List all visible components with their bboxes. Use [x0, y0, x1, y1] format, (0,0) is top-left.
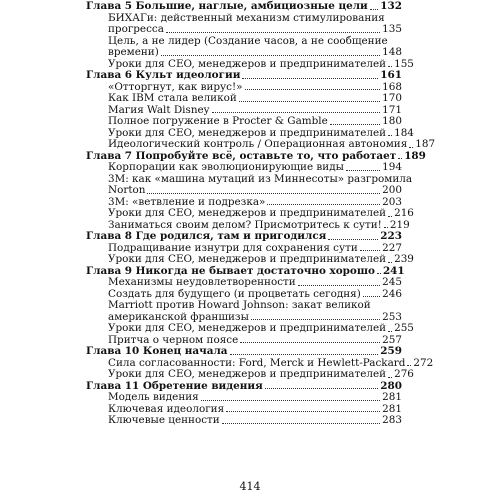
toc-entry-title: Цель, а не лидер (Создание часов, а не сообщение	[108, 34, 388, 47]
toc-page-number: 246	[382, 287, 402, 300]
toc-entry-title: Подращивание изнутри для сохранения сути	[108, 241, 358, 254]
toc-entry-title: Создать для будущего (и процветать сегодня)	[108, 287, 361, 300]
toc-entry-title: Глава 11 Обретение видения	[86, 379, 263, 392]
dot-leader	[240, 342, 380, 343]
toc-entry-title: Глава 10 Конец начала	[86, 345, 228, 357]
toc-page-number: 281	[382, 402, 402, 415]
dot-leader	[377, 273, 381, 274]
toc-page-number: 280	[380, 379, 402, 392]
toc-entry-title: БИХАГи: действенный механизм стимулирования	[108, 11, 385, 24]
toc-entry-title: Полное погружение в Procter & Gamble	[108, 115, 328, 127]
toc-entry-title: Как IBM стала великой	[108, 92, 237, 104]
dot-leader	[384, 227, 388, 228]
toc-section-entry	[86, 138, 436, 151]
toc-chapter-entry	[86, 70, 402, 82]
dot-leader	[298, 285, 380, 286]
toc-entry-title: Сила согласованности: Ford, Merck и Hewlett-Packard	[108, 356, 406, 369]
dot-leader	[201, 400, 380, 401]
toc-chapter-entry	[86, 1, 402, 13]
dot-leader	[245, 89, 381, 90]
dot-leader	[409, 147, 413, 148]
dot-leader	[161, 55, 380, 56]
dot-leader	[370, 9, 379, 10]
toc-page-number: 253	[382, 310, 402, 323]
toc-section-entry	[86, 322, 414, 335]
toc-entry-title: Глава 9 Никогда не бывает достаточно хорошо	[86, 264, 375, 277]
toc-entry-title: Корпорации как эволюционирующие виды	[108, 161, 344, 173]
dot-leader	[388, 331, 392, 332]
toc-page-number: 241	[382, 264, 405, 277]
toc-page-number: 168	[382, 80, 402, 93]
toc-entry-title: Уроки для CEO, менеджеров и предпринимателей	[108, 207, 387, 219]
page-number: 414	[239, 480, 261, 493]
toc-entry-title: Norton	[108, 184, 146, 196]
dot-leader	[267, 204, 380, 205]
toc-section-entry	[86, 93, 402, 105]
dot-leader	[388, 135, 392, 136]
toc-page-number: 255	[394, 322, 414, 334]
toc-entry-title: Глава 5 Большие, наглые, амбициозные цели	[86, 0, 368, 12]
toc-page-number: 276	[394, 368, 414, 380]
toc-entry-title: Глава 7 Попробуйте всё, оставьте то, что работает	[86, 149, 397, 162]
toc-page-number: 257	[382, 333, 402, 346]
toc-page-number: 135	[382, 23, 402, 35]
dot-leader	[328, 239, 378, 240]
toc-page-number: 171	[382, 103, 402, 116]
toc-section-entry	[86, 116, 402, 128]
toc-chapter-entry	[86, 346, 402, 358]
dot-leader	[346, 170, 380, 171]
toc-section-entry	[86, 392, 402, 404]
toc-entry-title: времени)	[108, 46, 159, 58]
toc-entry-title: Уроки для CEO, менеджеров и предпринимателей	[108, 126, 387, 139]
dot-leader	[222, 423, 380, 424]
toc-section-entry	[86, 300, 402, 312]
toc-section-entry	[86, 277, 402, 289]
toc-entry-title: Marriott против Howard Johnson: закат великой	[108, 299, 371, 311]
dot-leader	[363, 296, 380, 297]
toc-section-entry	[86, 253, 414, 266]
toc-page-number: 203	[382, 195, 402, 208]
toc-page-number: 283	[382, 414, 402, 426]
toc-entry-title: Механизмы неудовлетворенности	[108, 276, 296, 288]
toc-entry-title: 3M: как «машина мутаций из Миннесоты» разгромила	[108, 172, 413, 185]
dot-leader	[360, 250, 380, 251]
toc-page-number: 170	[382, 92, 402, 104]
dot-leader	[265, 388, 379, 389]
toc-page-number: 219	[389, 218, 410, 231]
dot-leader	[226, 411, 380, 412]
dot-leader	[230, 354, 379, 355]
toc-section-entry	[86, 162, 402, 174]
toc-page-number: 155	[394, 57, 414, 70]
toc-entry-title: Модель видения	[108, 391, 199, 403]
toc-chapter-entry	[86, 231, 402, 243]
dot-leader	[239, 101, 380, 102]
dot-leader	[330, 124, 380, 125]
toc-page-number: 184	[394, 126, 414, 139]
toc-entry-title: 3M: «ветвление и подрезка»	[108, 195, 266, 208]
toc-page-number: 223	[380, 230, 402, 242]
table-of-contents	[86, 0, 436, 427]
toc-section-entry	[86, 24, 402, 36]
toc-entry-title: Уроки для CEO, менеджеров и предпринимателей	[108, 368, 387, 380]
toc-page-number: 132	[380, 0, 402, 12]
toc-page-number: 148	[382, 46, 402, 58]
toc-page-number: 239	[394, 253, 414, 265]
dot-leader	[242, 78, 378, 79]
dot-leader	[212, 112, 381, 113]
dot-leader	[388, 262, 392, 263]
toc-entry-title: Уроки для CEO, менеджеров и предпринимателей	[108, 253, 387, 265]
dot-leader	[388, 377, 392, 378]
toc-entry-title: прогресса	[108, 23, 164, 35]
toc-page-number: 180	[382, 115, 402, 127]
dot-leader	[166, 32, 380, 33]
dot-leader	[251, 319, 380, 320]
toc-entry-title: Уроки для CEO, менеджеров и предпринимателей	[108, 322, 387, 334]
toc-page-number: 281	[382, 391, 402, 403]
toc-page-number: 216	[394, 207, 414, 219]
toc-section-entry	[86, 415, 402, 427]
toc-entry-title: Ключевая идеология	[108, 402, 225, 415]
dot-leader	[388, 66, 392, 67]
toc-section-entry	[86, 207, 414, 220]
dot-leader	[407, 365, 411, 366]
toc-section-entry	[86, 185, 402, 197]
toc-page-number: 187	[415, 138, 436, 150]
toc-entry-title: «Отторгнут, как вирус!»	[108, 80, 243, 93]
dot-leader	[398, 158, 402, 159]
toc-entry-title: Заниматься своим делом? Присмотритесь к сути!	[108, 218, 382, 231]
toc-page-number: 189	[404, 149, 426, 162]
toc-page-number: 200	[382, 184, 402, 196]
toc-section-entry	[86, 368, 414, 381]
dot-leader	[147, 193, 380, 194]
dot-leader	[388, 216, 392, 217]
toc-page-number: 272	[413, 356, 434, 369]
toc-entry-title: американской франшизы	[108, 310, 249, 323]
toc-page-number: 227	[382, 241, 402, 254]
toc-entry-title: Притча о черном поясе	[108, 333, 239, 346]
toc-section-entry	[86, 47, 402, 59]
toc-page-number: 161	[380, 69, 402, 81]
toc-entry-title: Глава 6 Культ идеологии	[86, 69, 241, 81]
toc-page-number: 194	[382, 161, 402, 173]
toc-entry-title: Магия Walt Disney	[108, 103, 210, 116]
toc-entry-title: Ключевые ценности	[108, 414, 220, 426]
toc-page-number: 245	[382, 276, 402, 288]
toc-entry-title: Глава 8 Где родился, там и пригодился	[86, 230, 327, 242]
toc-entry-title: Уроки для CEO, менеджеров и предпринимателей	[108, 57, 387, 70]
toc-page-number: 259	[380, 345, 402, 357]
toc-entry-title: Идеологический контроль / Операционная автономия	[108, 138, 408, 150]
